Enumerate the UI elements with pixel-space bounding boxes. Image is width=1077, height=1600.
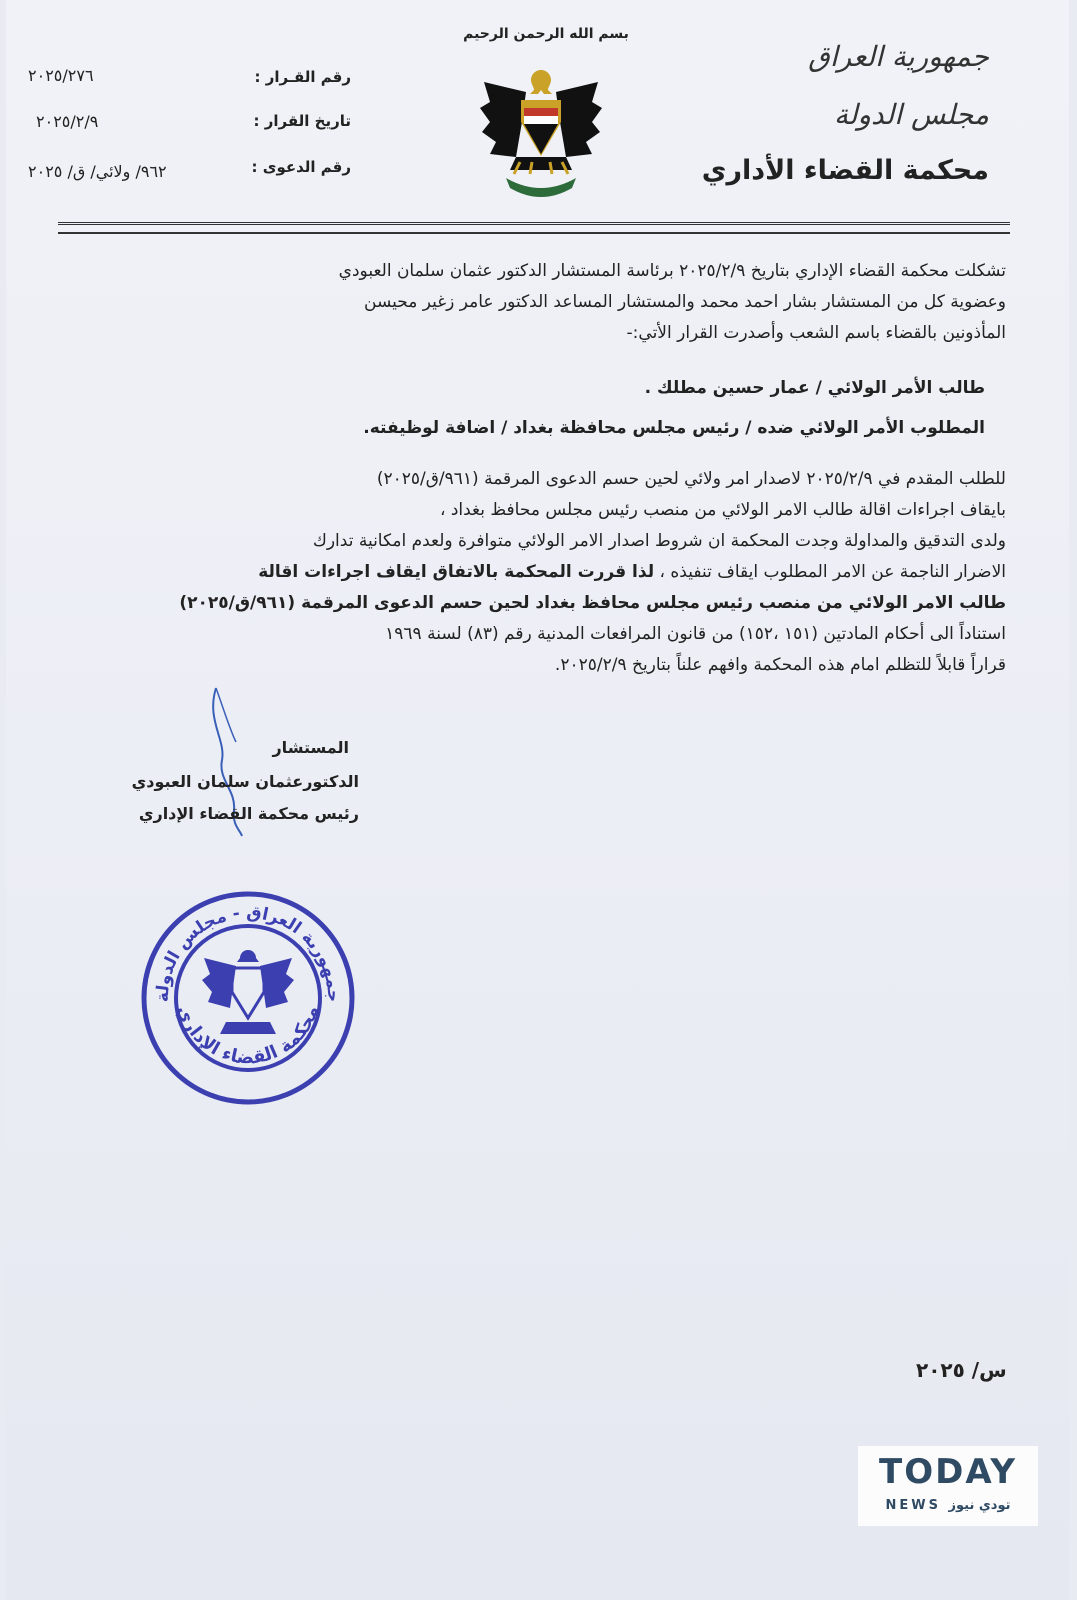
- signature-title: المستشار: [272, 738, 349, 757]
- header-republic: جمهورية العراق: [808, 40, 989, 73]
- seal-top-text: جمهورية العراق - مجلس الدولة: [152, 902, 344, 1003]
- body-line: بايقاف اجراءات اقالة طالب الامر الولائي من منصب رئيس مجلس محافظ بغداد ،: [439, 500, 1006, 520]
- watermark-subtitle: NEWS تودي نيوز: [885, 1498, 1011, 1513]
- decision-number-label: رقم القـرار :: [254, 68, 351, 86]
- body-line: استناداً الى أحكام المادتين (١٥١ ،١٥٢) من قانون المرافعات المدنية رقم (٨٣) لسنة ١٩٦٩: [385, 624, 1006, 644]
- signature-name: الدكتورعثمان سلمان العبودي: [131, 772, 359, 791]
- intro-line: المأذونين بالقضاء باسم الشعب وأصدرت القرار الأتي:-: [626, 323, 1006, 343]
- intro-line: وعضوية كل من المستشار بشار احمد محمد والمستشار المساعد الدكتور عامر زغير محيسن: [364, 292, 1006, 312]
- basmala: بسم الله الرحمن الرحيم: [463, 26, 629, 42]
- today-news-watermark-logo: [858, 1446, 1038, 1526]
- decision-date-label: تاريخ القرار :: [253, 112, 351, 130]
- body-line-bold: طالب الامر الولائي من منصب رئيس مجلس محافظ بغداد لحين حسم الدعوى المرقمة (٩٦١/ق/٢٠٢٥): [179, 593, 1006, 613]
- applicant-line: طالب الأمر الولائي / عمار حسين مطلك .: [644, 378, 985, 398]
- case-number-label: رقم الدعوى :: [251, 158, 351, 176]
- body-line: [68, 557, 1006, 588]
- case-number-value: ٩٦٢/ ولائي/ ق/ ٢٠٢٥: [28, 162, 167, 181]
- header-divider-thin: [58, 232, 1010, 234]
- header-divider: [58, 222, 1010, 225]
- signature-role: رئيس محكمة القضاء الإداري: [138, 804, 359, 823]
- decision-date-value: ٢٠٢٥/٢/٩: [36, 112, 99, 131]
- body-line: قراراً قابلاً للتظلم امام هذه المحكمة وافهم علناً بتاريخ ٢٠٢٥/٢/٩.: [554, 655, 1006, 675]
- footer-year: س/ ٢٠٢٥: [916, 1358, 1007, 1382]
- seal-bottom-text: محكمة القضاء الإداري: [172, 1002, 323, 1069]
- body-plain-text: الاضرار الناجمة عن الامر المطلوب ايقاف تنفيذه ،: [659, 562, 1006, 582]
- watermark-brand: TODAY: [879, 1452, 1017, 1492]
- decision-number-value: ٢٠٢٥/٢٧٦: [28, 66, 94, 85]
- intro-line: تشكلت محكمة القضاء الإداري بتاريخ ٢٠٢٥/٢/٩ برئاسة المستشار الدكتور عثمان سلمان العبودي: [338, 261, 1006, 281]
- court-seal-stamp-icon: [138, 888, 358, 1108]
- header-court: محكمة القضاء الأداري: [701, 155, 989, 186]
- body-line: للطلب المقدم في ٢٠٢٥/٢/٩ لاصدار امر ولائي لحين حسم الدعوى المرقمة (٩٦١/ق/٢٠٢٥): [376, 469, 1006, 489]
- document-page: [6, 0, 1069, 1600]
- body-bold-text: لذا قررت المحكمة بالاتفاق ايقاف اجراءات اقالة: [258, 562, 655, 582]
- iraq-eagle-emblem-icon: [476, 62, 606, 212]
- decision-paragraph: [68, 464, 1006, 681]
- header-council: مجلس الدولة: [833, 98, 989, 131]
- svg-text:محكمة القضاء الإداري: [173, 1003, 323, 1069]
- body-line: ولدى التدقيق والمداولة وجدت المحكمة ان شروط اصدار الامر الولائي متوافرة ولعدم امكانية تدارك: [312, 531, 1006, 551]
- respondent-line: المطلوب الأمر الولائي ضده / رئيس مجلس محافظة بغداد / اضافة لوظيفته.: [363, 418, 985, 438]
- intro-paragraph: [68, 256, 1006, 349]
